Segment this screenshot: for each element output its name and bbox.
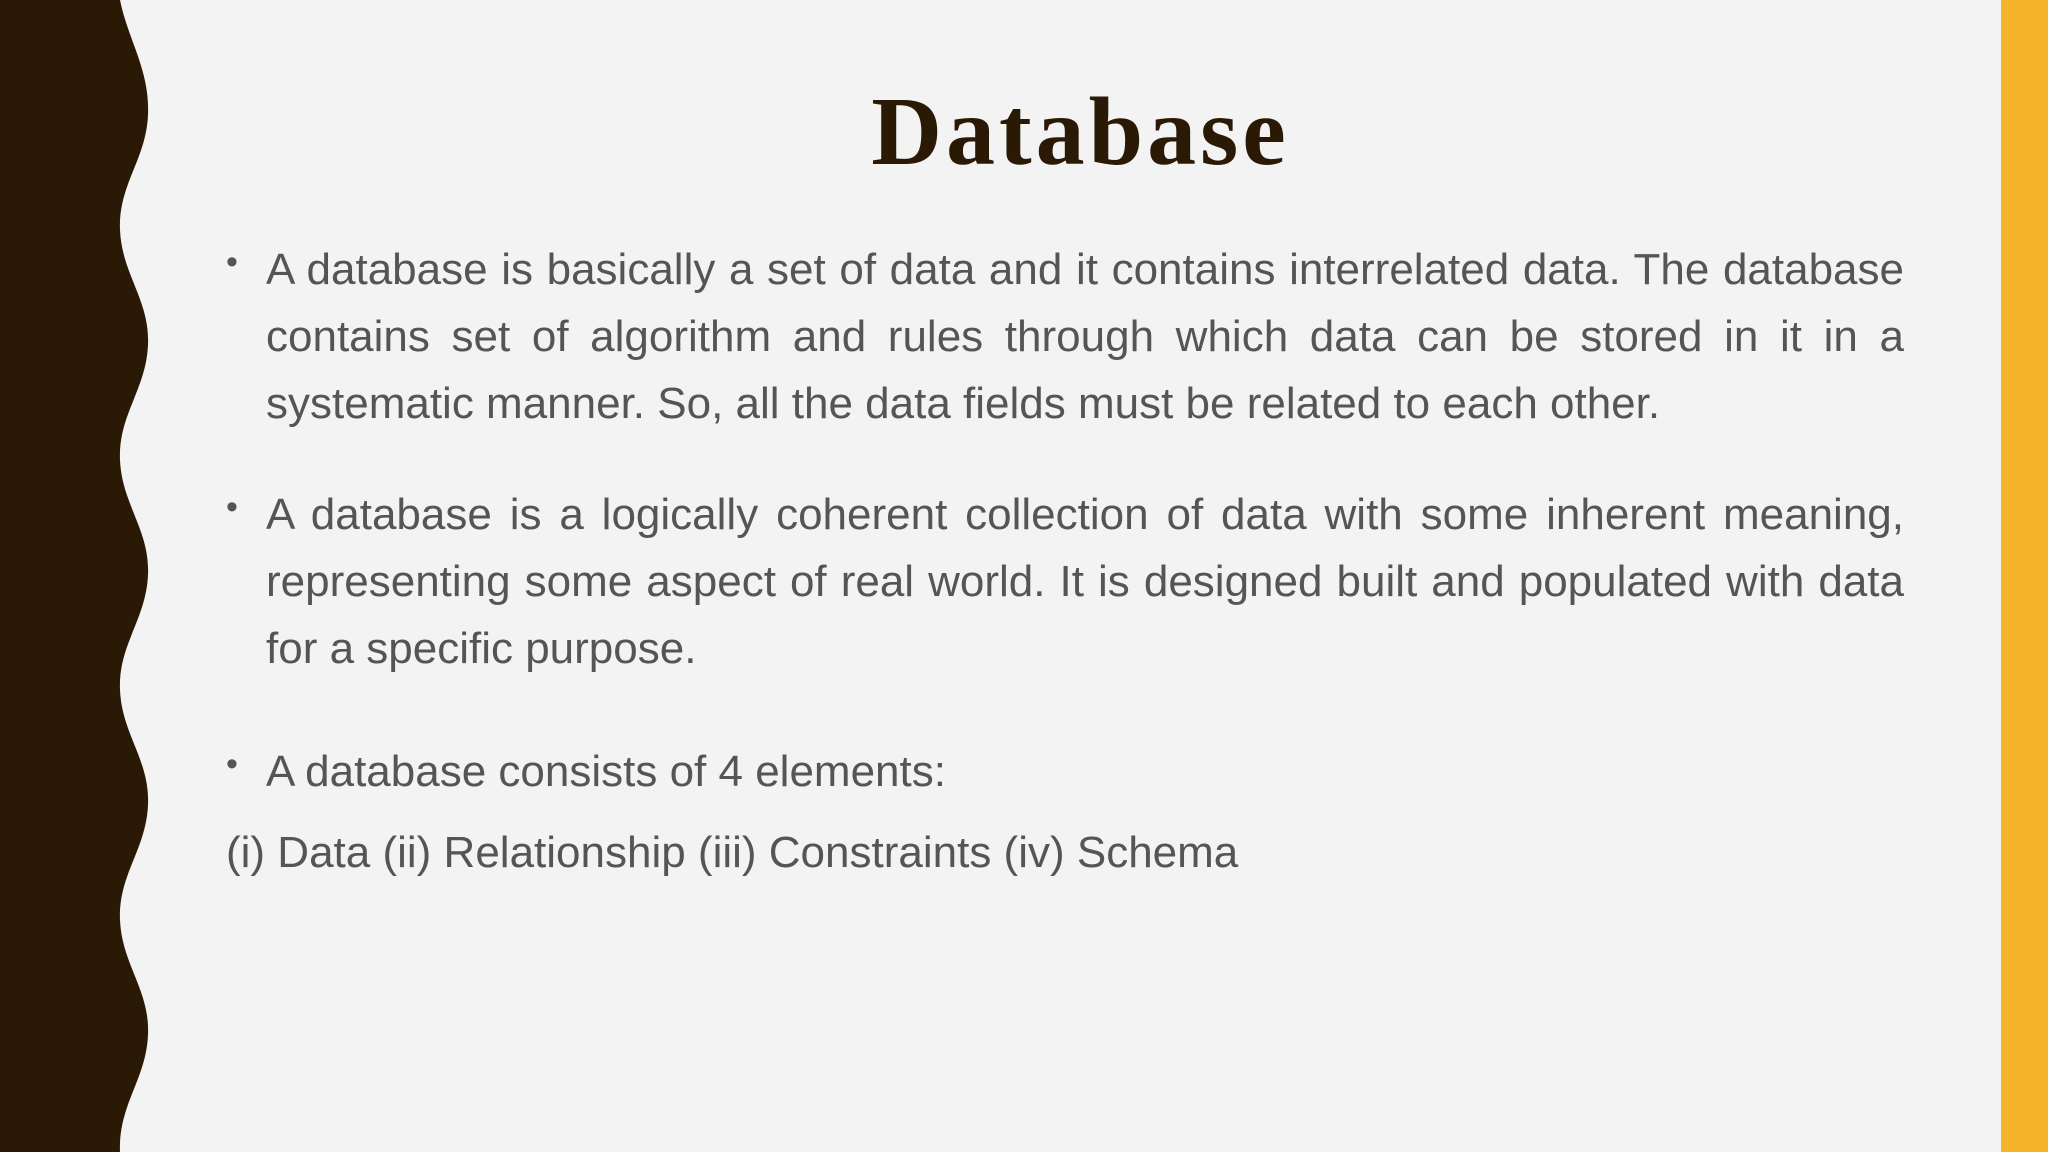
bullet-dot: • [226, 745, 238, 783]
right-accent-bar [2001, 0, 2048, 1152]
bullet-text: A database is basically a set of data and it contains interrelated data. The database contains set of algorithm and rules through which data can be stored in it in a systematic manner. So, all the data fields must be related to each other. [266, 245, 1904, 428]
slide-title: Database [871, 78, 1290, 186]
bullet-text: A database is a logically coherent collection of data with some inherent meaning, representing some aspect of real world. It is designed built and populated with data for a specific purpose. [266, 490, 1904, 673]
bullet-item [226, 236, 1904, 437]
bullet-dot: • [226, 243, 238, 281]
slide-body [226, 236, 1904, 886]
bullet-item [226, 738, 1904, 805]
left-wave-decoration [0, 0, 160, 1152]
bullet-text: A database consists of 4 elements: [266, 747, 946, 796]
bullet-item [226, 481, 1904, 682]
elements-list-line: (i) Data (ii) Relationship (iii) Constraints (iv) Schema [226, 828, 1239, 877]
bullet-dot: • [226, 488, 238, 526]
